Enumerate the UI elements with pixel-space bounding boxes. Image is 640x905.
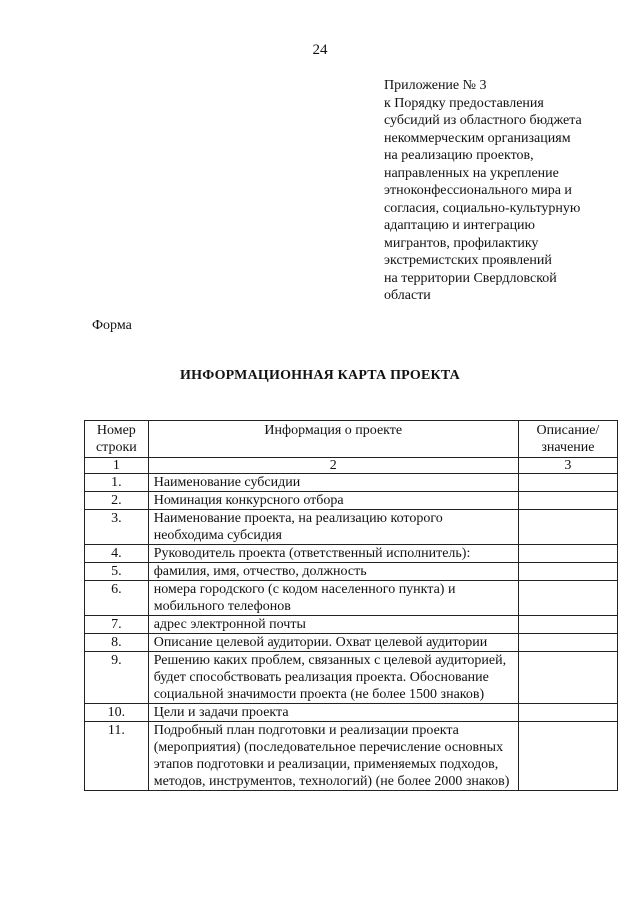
row-info: адрес электронной почты [148, 616, 518, 634]
appendix-line: этноконфессионального мира и [384, 183, 572, 198]
table-row [85, 722, 618, 791]
header-project-info: Информация о проекте [148, 421, 518, 458]
row-value[interactable] [518, 474, 617, 492]
table-row [85, 581, 618, 616]
row-info: Подробный план подготовки и реализации проекта (мероприятия) (последовательное перечисление основных этапов подготовки и реализации, применяемых подходов, методов, инструментов, технологий) (не более 2000 знаков) [148, 722, 518, 791]
row-value[interactable] [518, 616, 617, 634]
form-label: Форма [92, 318, 132, 333]
appendix-line: экстремистских проявлений [384, 253, 552, 268]
page-number: 24 [312, 42, 328, 58]
row-info: Наименование субсидии [148, 474, 518, 492]
row-number: 8. [85, 634, 149, 652]
appendix-line: некоммерческим организациям [384, 130, 571, 146]
appendix-line: на территории Свердловской [384, 270, 557, 286]
column-number-row [85, 458, 618, 474]
table-row [85, 704, 618, 722]
row-value[interactable] [518, 722, 617, 791]
project-info-table [84, 420, 618, 791]
column-number: 3 [518, 458, 617, 474]
appendix-line: адаптацию и интеграцию [384, 218, 536, 233]
appendix-line: Приложение № 3 [384, 78, 487, 93]
row-info: Руководитель проекта (ответственный исполнитель): [148, 545, 518, 563]
document-title: ИНФОРМАЦИОННАЯ КАРТА ПРОЕКТА [180, 368, 460, 383]
row-value[interactable] [518, 510, 617, 545]
appendix-line: на реализацию проектов, [384, 148, 534, 163]
appendix-line: согласия, социально-культурную [384, 200, 581, 216]
row-info: Решению каких проблем, связанных с целевой аудиторией, будет способствовать реализация проекта. Обоснование социальной значимости проекта (не более 1500 знаков) [148, 652, 518, 704]
appendix-line: направленных на укрепление [384, 165, 559, 181]
row-number: 9. [85, 652, 149, 704]
row-info: Номинация конкурсного отбора [148, 492, 518, 510]
table-row [85, 563, 618, 581]
row-number: 7. [85, 616, 149, 634]
row-number: 11. [85, 722, 149, 791]
row-value[interactable] [518, 704, 617, 722]
row-info: Описание целевой аудитории. Охват целевой аудитории [148, 634, 518, 652]
row-number: 4. [85, 545, 149, 563]
row-value[interactable] [518, 563, 617, 581]
row-value[interactable] [518, 492, 617, 510]
table-row [85, 634, 618, 652]
row-number: 10. [85, 704, 149, 722]
table-row [85, 616, 618, 634]
table-header-row [85, 421, 618, 458]
row-number: 3. [85, 510, 149, 545]
table-row [85, 492, 618, 510]
row-info: номера городского (с кодом населенного пункта) и мобильного телефонов [148, 581, 518, 616]
appendix-line: субсидий из областного бюджета [384, 113, 582, 128]
row-number: 2. [85, 492, 149, 510]
appendix-header [384, 77, 624, 305]
table-row [85, 474, 618, 492]
row-value[interactable] [518, 652, 617, 704]
column-number: 1 [85, 458, 149, 474]
row-info: Цели и задачи проекта [148, 704, 518, 722]
row-info: Наименование проекта, на реализацию которого необходима субсидия [148, 510, 518, 545]
appendix-line: к Порядку предоставления [384, 95, 544, 111]
appendix-line: области [384, 288, 431, 303]
row-number: 1. [85, 474, 149, 492]
row-info: фамилия, имя, отчество, должность [148, 563, 518, 581]
row-value[interactable] [518, 581, 617, 616]
header-description-value: Описание/ значение [518, 421, 617, 458]
appendix-line: мигрантов, профилактику [384, 235, 539, 251]
table-row [85, 510, 618, 545]
table-row [85, 545, 618, 563]
row-value[interactable] [518, 634, 617, 652]
row-number: 5. [85, 563, 149, 581]
row-value[interactable] [518, 545, 617, 563]
column-number: 2 [148, 458, 518, 474]
row-number: 6. [85, 581, 149, 616]
header-row-number: Номер строки [85, 421, 149, 458]
table-row [85, 652, 618, 704]
